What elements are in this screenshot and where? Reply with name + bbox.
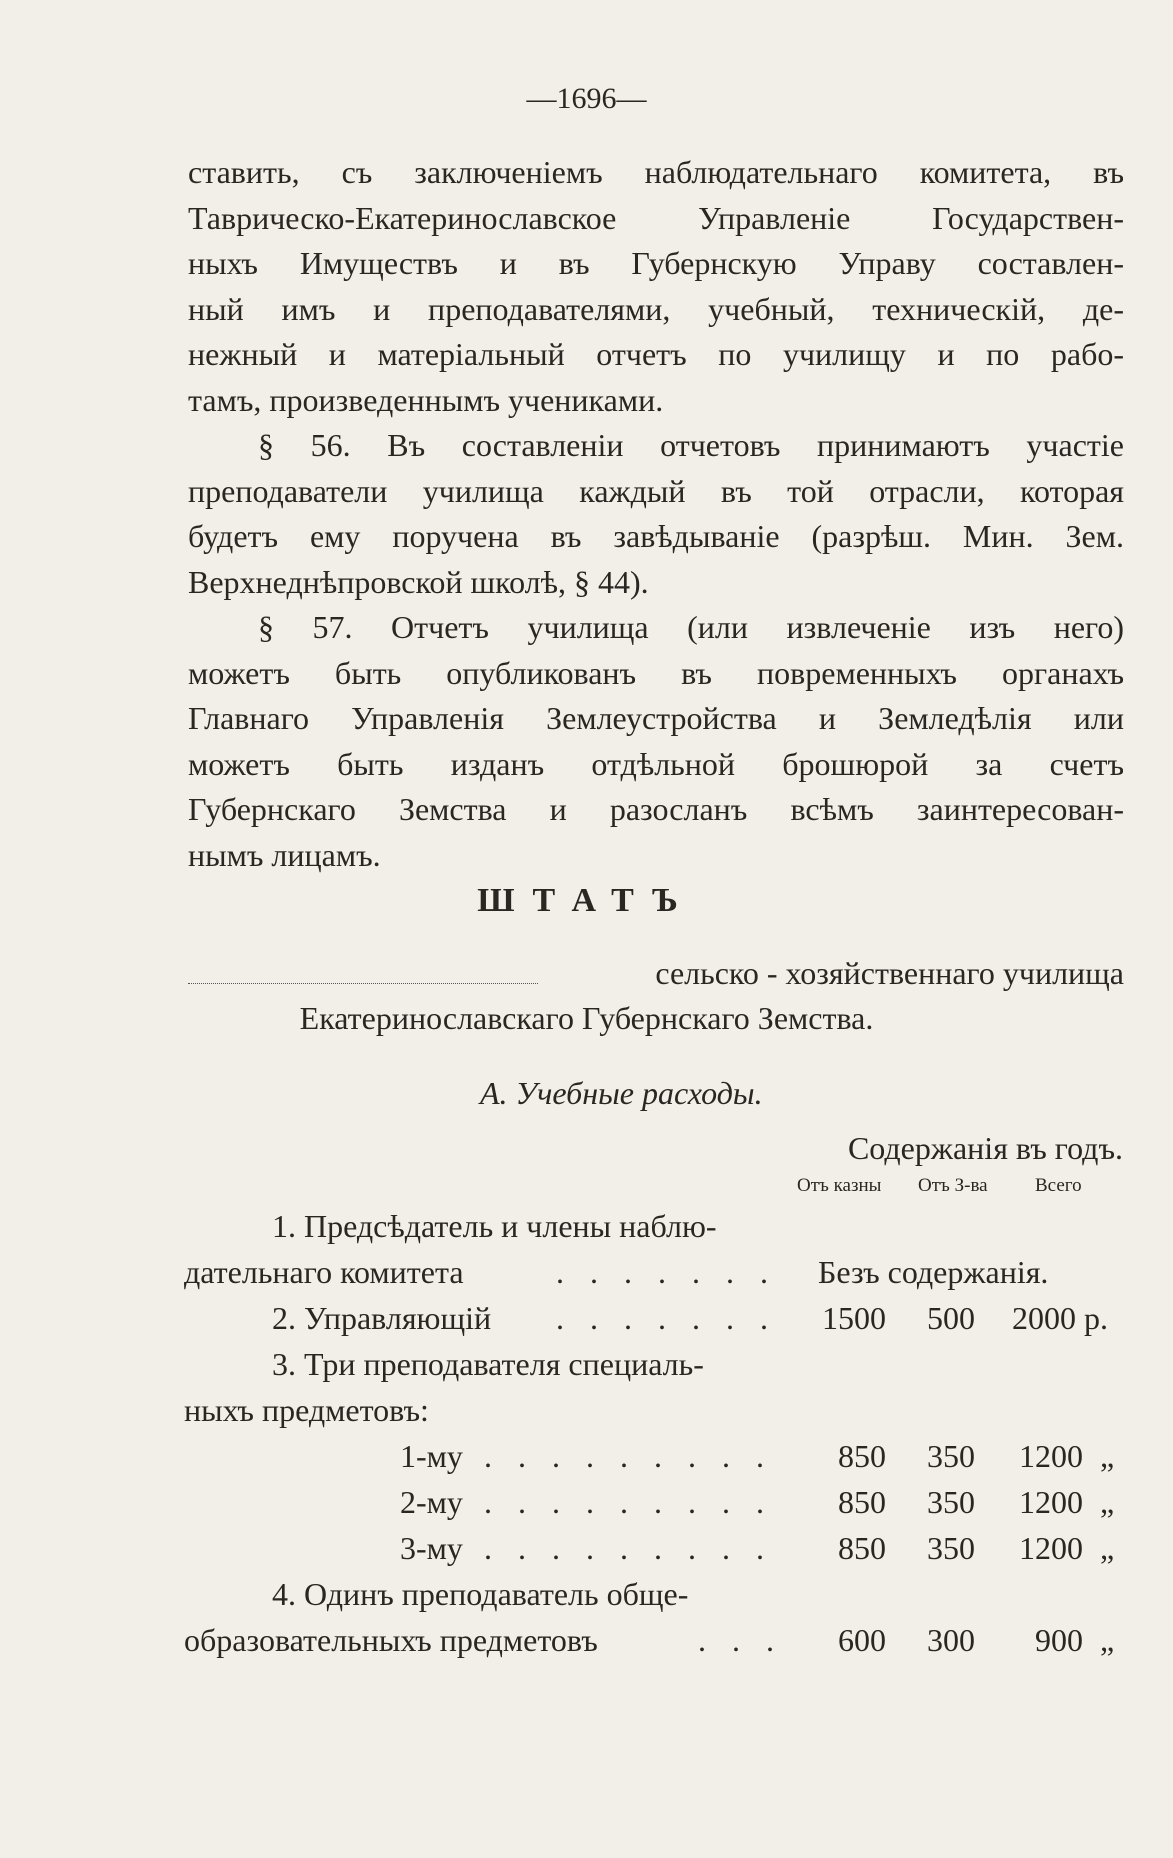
text-line: Таврическо-Екатеринославское Управленіе Государствен- bbox=[188, 199, 1124, 236]
leader-dots: . . . bbox=[698, 1622, 783, 1658]
text-line: Главнаго Управленія Землеустройства и Земледѣлія или bbox=[188, 700, 1124, 736]
value-total: 1200 bbox=[1019, 1484, 1083, 1520]
subtitle-text: сельско - хозяйственнаго училища bbox=[655, 955, 1124, 991]
table-row bbox=[0, 1254, 1173, 1300]
table-row bbox=[0, 1300, 1173, 1346]
ditto-mark: „ bbox=[1100, 1622, 1115, 1658]
page-number: —1696— bbox=[526, 82, 647, 115]
col-header-zemstvo: Отъ З-ва bbox=[918, 1175, 988, 1196]
table-row bbox=[0, 1346, 1173, 1392]
text-line: тамъ, произведеннымъ учениками. bbox=[188, 381, 664, 418]
blank-dotted-line bbox=[188, 961, 538, 984]
ditto-mark: „ bbox=[1100, 1530, 1115, 1566]
table-row bbox=[0, 1438, 1173, 1484]
item-label: 2-му bbox=[400, 1484, 463, 1520]
value-total: 1200 bbox=[1019, 1438, 1083, 1474]
text-line: ныхъ Имуществъ и въ Губернскую Управу составлен- bbox=[188, 245, 1124, 281]
ditto-mark: „ bbox=[1100, 1438, 1115, 1474]
item-label: 1. Предсѣдатель и члены наблю- bbox=[272, 1208, 717, 1244]
item-label: 4. Одинъ преподаватель обще- bbox=[272, 1576, 689, 1612]
text-line: § 57. Отчетъ училища (или извлеченіе изъ него) bbox=[258, 609, 1124, 645]
text-line: преподаватели училища каждый въ той отрасли, которая bbox=[188, 472, 1124, 509]
leader-dots: . . . . . . . bbox=[556, 1300, 777, 1336]
leader-dots: . . . . . . . . . bbox=[484, 1530, 773, 1566]
item-label: 3-му bbox=[400, 1530, 463, 1566]
item-label: 1-му bbox=[400, 1438, 463, 1474]
value-zemstvo: 500 bbox=[927, 1300, 975, 1336]
leader-dots: . . . . . . . . . bbox=[484, 1438, 773, 1474]
subtitle-line-2: Екатеринославскаго Губернскаго Земства. bbox=[299, 1000, 874, 1036]
table-row bbox=[0, 1392, 1173, 1438]
col-header-treasury: Отъ казны bbox=[797, 1175, 882, 1196]
value-zemstvo: 350 bbox=[927, 1530, 975, 1566]
text-line: нежный и матеріальный отчетъ по училищу и по рабо- bbox=[188, 336, 1124, 372]
body-paragraphs bbox=[188, 150, 1124, 878]
value-zemstvo: 350 bbox=[927, 1484, 975, 1520]
maintenance-header: Содержанія въ годъ. bbox=[847, 1130, 1123, 1166]
table-row bbox=[0, 1622, 1173, 1668]
value-treasury: 850 bbox=[838, 1530, 886, 1566]
item-label: образовательныхъ предметовъ bbox=[184, 1622, 598, 1658]
table-row bbox=[0, 1208, 1173, 1254]
item-label: 2. Управляющій bbox=[272, 1300, 492, 1336]
value-treasury: 850 bbox=[838, 1484, 886, 1520]
col-header-total: Всего bbox=[1035, 1175, 1082, 1196]
value-treasury: 1500 bbox=[822, 1300, 886, 1336]
text-line: можетъ быть изданъ отдѣльной брошюрой за счетъ bbox=[188, 745, 1124, 782]
value-total: 2000 р. bbox=[1012, 1300, 1108, 1336]
text-line: будетъ ему поручена въ завѣдываніе (разрѣш. Мин. Зем. bbox=[188, 518, 1124, 554]
value-treasury: 600 bbox=[838, 1622, 886, 1658]
staff-title: ШТАТЪ bbox=[477, 882, 696, 919]
text-line: ставить, съ заключеніемъ наблюдательнаго комитета, въ bbox=[188, 154, 1124, 190]
value-zemstvo: 300 bbox=[927, 1622, 975, 1658]
subtitle-line-1 bbox=[188, 955, 1124, 992]
leader-dots: . . . . . . . bbox=[556, 1254, 777, 1290]
text-line: § 56. Въ составленіи отчетовъ принимаютъ участіе bbox=[258, 427, 1124, 463]
text-line: нымъ лицамъ. bbox=[188, 836, 381, 873]
table-row bbox=[0, 1576, 1173, 1622]
value-treasury: 850 bbox=[838, 1438, 886, 1474]
text-line: Губернскаго Земства и разосланъ всѣмъ заинтересован- bbox=[188, 791, 1124, 827]
item-label: 3. Три преподавателя специаль- bbox=[272, 1346, 704, 1382]
item-label: дательнаго комитета bbox=[184, 1254, 464, 1290]
table-row bbox=[0, 1530, 1173, 1576]
item-value: Безъ содержанія. bbox=[818, 1254, 1049, 1290]
value-total: 1200 bbox=[1019, 1530, 1083, 1566]
item-label: ныхъ предметовъ: bbox=[184, 1392, 429, 1428]
section-heading: А. Учебные расходы. bbox=[480, 1075, 763, 1111]
text-line: ный имъ и преподавателями, учебный, техническій, де- bbox=[188, 290, 1124, 327]
value-zemstvo: 350 bbox=[927, 1438, 975, 1474]
ditto-mark: „ bbox=[1100, 1484, 1115, 1520]
leader-dots: . . . . . . . . . bbox=[484, 1484, 773, 1520]
text-line: Верхнеднѣпровской школѣ, § 44). bbox=[188, 563, 649, 600]
text-line: можетъ быть опубликованъ въ повременныхъ органахъ bbox=[188, 654, 1124, 691]
table-row bbox=[0, 1484, 1173, 1530]
value-total: 900 bbox=[1035, 1622, 1083, 1658]
